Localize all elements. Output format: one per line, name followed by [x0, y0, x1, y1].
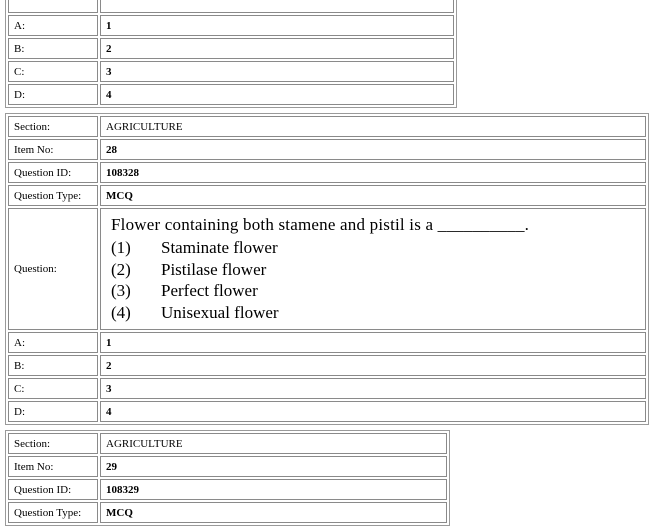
option-number: (3): [111, 281, 131, 300]
question-content: [100, 208, 646, 330]
option-item: [111, 302, 635, 324]
option-number: (1): [111, 238, 131, 257]
table-row: [8, 502, 447, 523]
question-id-label: Question ID:: [8, 479, 98, 500]
question-text: Flower containing both stamene and pistil is a __________.: [111, 215, 530, 234]
answer-label: D:: [8, 401, 98, 422]
answer-label: C:: [8, 378, 98, 399]
item-label: Item No:: [8, 456, 98, 477]
option-text: Perfect flower: [161, 281, 258, 300]
question-table-29: [5, 430, 450, 526]
question-type-value: MCQ: [100, 185, 646, 206]
question-table-28: [5, 113, 649, 425]
table-row: [8, 0, 454, 13]
answer-label: C:: [8, 61, 98, 82]
answer-value: 4: [100, 401, 646, 422]
question-type-value: MCQ: [100, 502, 447, 523]
answer-label: A:: [8, 332, 98, 353]
answer-label: B:: [8, 38, 98, 59]
question-type-label: Question Type:: [8, 185, 98, 206]
option-item: [111, 280, 635, 302]
answer-table-prev: [5, 0, 457, 108]
answer-value: 2: [100, 355, 646, 376]
table-row: [8, 185, 646, 206]
table-row: [8, 15, 454, 36]
table-row: [8, 38, 454, 59]
section-label: Section:: [8, 433, 98, 454]
question-label: Question:: [8, 208, 98, 330]
answer-value: 1: [100, 332, 646, 353]
option-item: [111, 259, 635, 281]
answer-value: 1: [100, 15, 454, 36]
answer-value: 3: [100, 61, 454, 82]
table-row: [8, 401, 646, 422]
option-item: [111, 237, 635, 259]
option-text: Pistilase flower: [161, 259, 267, 279]
option-text: Staminate flower: [161, 238, 278, 257]
table-row: [8, 332, 646, 353]
table-row: [8, 378, 646, 399]
item-value: 29: [100, 456, 447, 477]
answer-label: D:: [8, 84, 98, 105]
answer-value: 4: [100, 84, 454, 105]
table-row: [8, 162, 646, 183]
option-text: Unisexual flower: [161, 302, 279, 322]
table-row: [8, 433, 447, 454]
answer-label: B:: [8, 355, 98, 376]
table-row: [8, 116, 646, 137]
question-id-value: 108329: [100, 479, 447, 500]
table-row: [8, 355, 646, 376]
answer-value: 2: [100, 38, 454, 59]
item-value: 28: [100, 139, 646, 160]
question-type-label: Question Type:: [8, 502, 98, 523]
table-row: [8, 456, 447, 477]
item-label: Item No:: [8, 139, 98, 160]
answer-value: 3: [100, 378, 646, 399]
section-value: AGRICULTURE: [100, 116, 646, 137]
table-row: [8, 84, 454, 105]
option-number: (4): [111, 302, 131, 322]
answer-label: A:: [8, 15, 98, 36]
section-label: Section:: [8, 116, 98, 137]
table-row: [8, 139, 646, 160]
option-number: (2): [111, 259, 131, 279]
table-row: [8, 479, 447, 500]
table-row: [8, 208, 646, 330]
section-value: AGRICULTURE: [100, 433, 447, 454]
question-id-label: Question ID:: [8, 162, 98, 183]
question-id-value: 108328: [100, 162, 646, 183]
table-row: [8, 61, 454, 82]
